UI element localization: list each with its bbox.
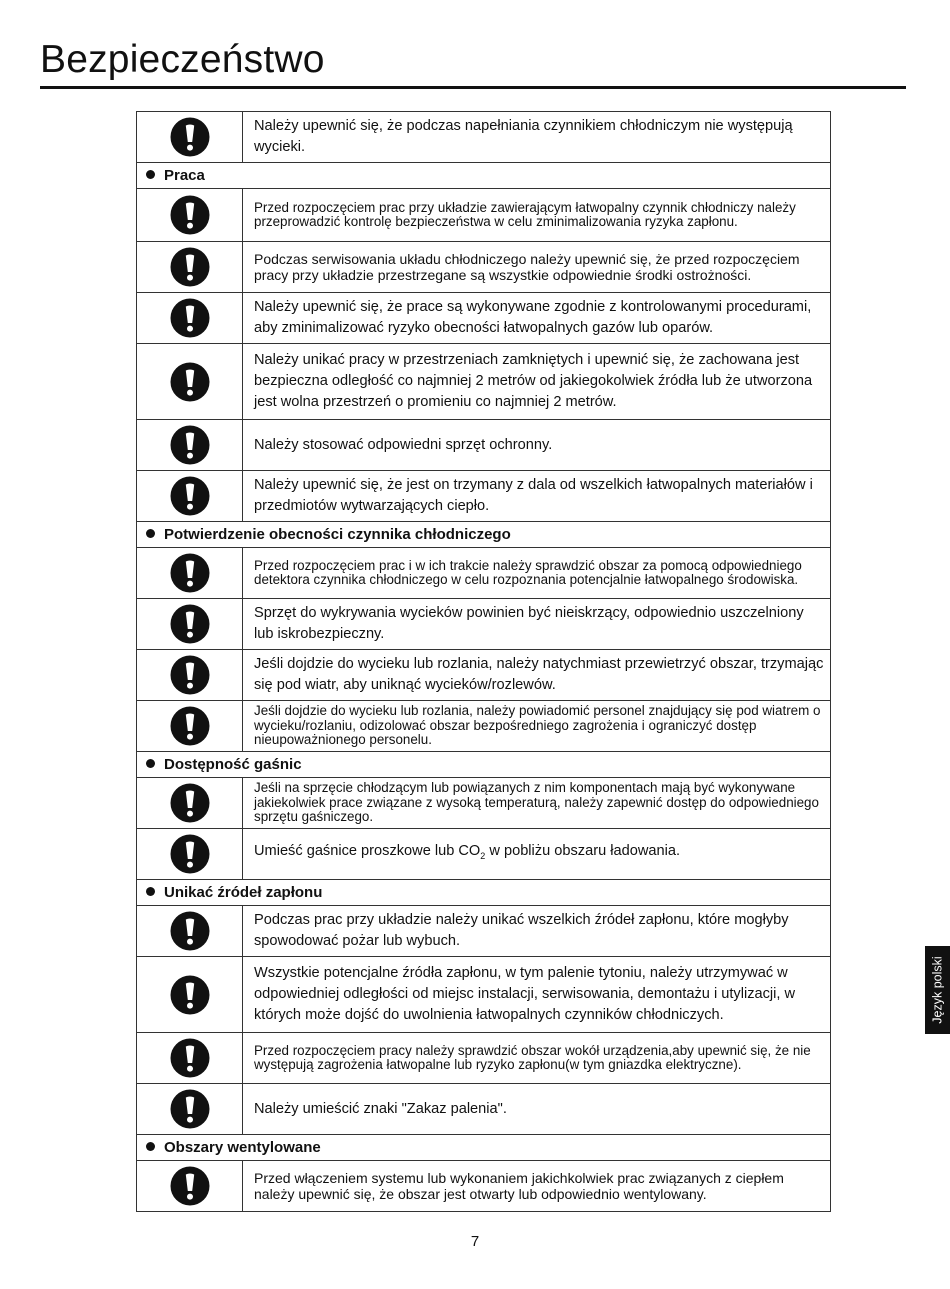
bullet-icon xyxy=(146,529,155,538)
section-label: Obszary wentylowane xyxy=(164,1138,321,1156)
table-row xyxy=(137,701,831,752)
row-text: Jeśli na sprzęcie chłodzącym lub powiązanych z nim komponentach mają być wykonywane jakiekolwiek prace związane z wysoką temperaturą, należy zapewnić dostęp do odpowiedniego sprzętu gaśniczego. xyxy=(254,780,819,825)
exclamation-circle-icon xyxy=(169,475,211,517)
table-row xyxy=(137,471,831,522)
exclamation-circle-icon xyxy=(169,116,211,158)
row-text: Należy stosować odpowiedni sprzęt ochronny. xyxy=(254,436,553,453)
table-row xyxy=(137,829,831,880)
exclamation-circle-icon xyxy=(169,1037,211,1079)
exclamation-circle-icon xyxy=(169,974,211,1016)
exclamation-circle-icon xyxy=(169,654,211,696)
section-label: Dostępność gaśnic xyxy=(164,755,302,773)
table-row xyxy=(137,548,831,599)
exclamation-circle-icon xyxy=(169,297,211,339)
exclamation-circle-icon xyxy=(169,552,211,594)
table-row xyxy=(137,344,831,420)
row-text: Przed rozpoczęciem pracy należy sprawdzić obszar wokół urządzenia,aby upewnić się, że nie występują zagrożenia łatwopalne lub ryzyko zapłonu(w tym gniazdka elektryczne). xyxy=(254,1042,811,1072)
row-text: Przed rozpoczęciem prac przy układzie zawierającym łatwopalny czynnik chłodniczy należy przeprowadzić kontrolę bezpieczeństwa w celu zminimalizowania ryzyka zapłonu. xyxy=(254,199,796,229)
section-label: Praca xyxy=(164,166,205,184)
table-row xyxy=(137,957,831,1033)
exclamation-circle-icon xyxy=(169,424,211,466)
row-text: Jeśli dojdzie do wycieku lub rozlania, należy powiadomić personel znajdujący się pod wiatrem o wycieku/rozlaniu, odizolować obszar bezpośredniego zagrożenia i ograniczyć dostęp nieupoważnionego personelu. xyxy=(254,703,821,748)
row-text: Należy upewnić się, że jest on trzymany z dala od wszelkich łatwopalnych materiałów i przedmiotów wytwarzających ciepło. xyxy=(254,477,813,514)
table-row xyxy=(137,293,831,344)
exclamation-circle-icon xyxy=(169,361,211,403)
section-heading-extinguishers xyxy=(137,752,831,778)
table-row xyxy=(137,1084,831,1135)
bullet-icon xyxy=(146,170,155,179)
row-text: Umieść gaśnice proszkowe lub $CO_2$ w pobliżu obszaru ładowania. xyxy=(254,843,681,861)
table-row xyxy=(137,650,831,701)
exclamation-circle-icon xyxy=(169,194,211,236)
page-number: 7 xyxy=(470,1233,480,1250)
row-text: Podczas serwisowania układu chłodniczego należy upewnić się, że przed rozpoczęciem pracy przy układzie przestrzegane są wszystkie odpowiednie środki ostrożności. xyxy=(254,251,800,283)
section-heading-praca xyxy=(137,163,831,189)
bullet-icon xyxy=(146,1142,155,1151)
exclamation-circle-icon xyxy=(169,1088,211,1130)
section-label: Unikać źródeł zapłonu xyxy=(164,883,323,901)
language-tab-label: Język polski xyxy=(930,956,945,1024)
section-heading-refrigerant-check xyxy=(137,522,831,548)
row-text: Należy unikać pracy w przestrzeniach zamkniętych i upewnić się, że zachowana jest bezpieczna odległość co najmniej 2 metrów od jakiegokolwiek źródła lub że utworzona jest wolna przestrzeń o promieniu co najmniej 2 metrów. xyxy=(254,352,813,410)
table-row xyxy=(137,112,831,163)
exclamation-circle-icon xyxy=(169,246,211,288)
exclamation-circle-icon xyxy=(169,705,211,747)
language-tab xyxy=(925,946,950,1034)
title-divider xyxy=(40,86,906,89)
exclamation-circle-icon xyxy=(169,1165,211,1207)
exclamation-circle-icon xyxy=(169,782,211,824)
table-row xyxy=(137,778,831,829)
row-text: Podczas prac przy układzie należy unikać wszelkich źródeł zapłonu, które mogłyby spowodować pożar lub wybuch. xyxy=(254,912,789,949)
section-heading-ignition-sources xyxy=(137,880,831,906)
row-text: Jeśli dojdzie do wycieku lub rozlania, należy natychmiast przewietrzyć obszar, trzymając się pod wiatr, aby uniknąć wycieków/rozlewów. xyxy=(254,656,824,693)
row-text: Wszystkie potencjalne źródła zapłonu, w tym palenie tytoniu, należy utrzymywać w odpowiedniej odległości od miejsc instalacji, serwisowania, demontażu i utylizacji, w których może dojść do uwolnienia łatwopalnych czynników chłodniczych. xyxy=(254,965,796,1023)
table-row xyxy=(137,599,831,650)
row-text: Przed rozpoczęciem prac i w ich trakcie należy sprawdzić obszar za pomocą odpowiedniego detektora czynnika chłodniczego w celu rozpoznania potencjalnie łatwopalnego środowiska. xyxy=(254,557,802,587)
row-text: Sprzęt do wykrywania wycieków powinien być nieiskrzący, odpowiednio uszczelniony lub iskrobezpieczny. xyxy=(254,605,804,642)
exclamation-circle-icon xyxy=(169,603,211,645)
row-text: Należy umieścić znaki "Zakaz palenia". xyxy=(254,1100,507,1117)
table-row xyxy=(137,906,831,957)
exclamation-circle-icon xyxy=(169,833,211,875)
table-row xyxy=(137,1161,831,1212)
safety-table xyxy=(136,111,831,1212)
page-title: Bezpieczeństwo xyxy=(40,38,325,81)
row-text: Należy upewnić się, że prace są wykonywane zgodnie z kontrolowanymi procedurami, aby zminimalizować ryzyko obecności łatwopalnych gazów lub oparów. xyxy=(254,299,812,336)
section-heading-ventilated-areas xyxy=(137,1135,831,1161)
section-label: Potwierdzenie obecności czynnika chłodniczego xyxy=(164,525,511,543)
table-row xyxy=(137,242,831,293)
table-row xyxy=(137,189,831,242)
exclamation-circle-icon xyxy=(169,910,211,952)
row-text: Przed włączeniem systemu lub wykonaniem jakichkolwiek prac związanych z ciepłem należy upewnić się, że obszar jest otwarty lub odpowiednio wentylowany. xyxy=(254,1170,784,1202)
row-text: Należy upewnić się, że podczas napełniania czynnikiem chłodniczym nie występują wycieki. xyxy=(254,118,793,155)
table-row xyxy=(137,1033,831,1084)
table-row xyxy=(137,420,831,471)
bullet-icon xyxy=(146,887,155,896)
bullet-icon xyxy=(146,759,155,768)
